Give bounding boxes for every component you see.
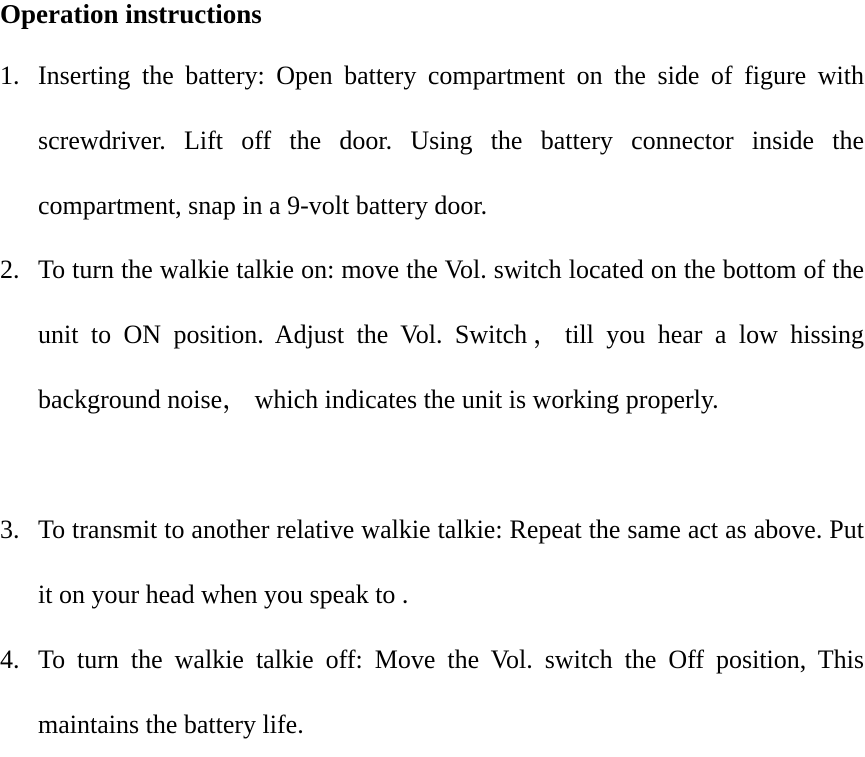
item-text: Inserting the battery: Open battery compartment on the side of figure with screwdriver. Lift off the door. Using the battery connector inside the compartment, snap in a 9-volt battery door. — [38, 61, 864, 220]
item-text: To transmit to another relative walkie talkie: Repeat the same act as above. Put it on your head when you speak to . — [38, 515, 864, 609]
item-number: 3. — [0, 515, 20, 544]
item-number: 4. — [0, 645, 20, 674]
item-number: 2. — [0, 255, 20, 284]
page-title: Operation instructions — [0, 0, 262, 29]
item-number: 1. — [0, 61, 20, 90]
item-text: To turn the walkie talkie on: move the Vol. switch located on the bottom of the unit to ON position. Adjust the Vol. Switch，till you hear a low hissing background noise， which indicates the unit is working properly. — [38, 255, 864, 414]
item-text: To turn the walkie talkie off: Move the Vol. switch the Off position, This maintains the battery life. — [38, 645, 864, 739]
